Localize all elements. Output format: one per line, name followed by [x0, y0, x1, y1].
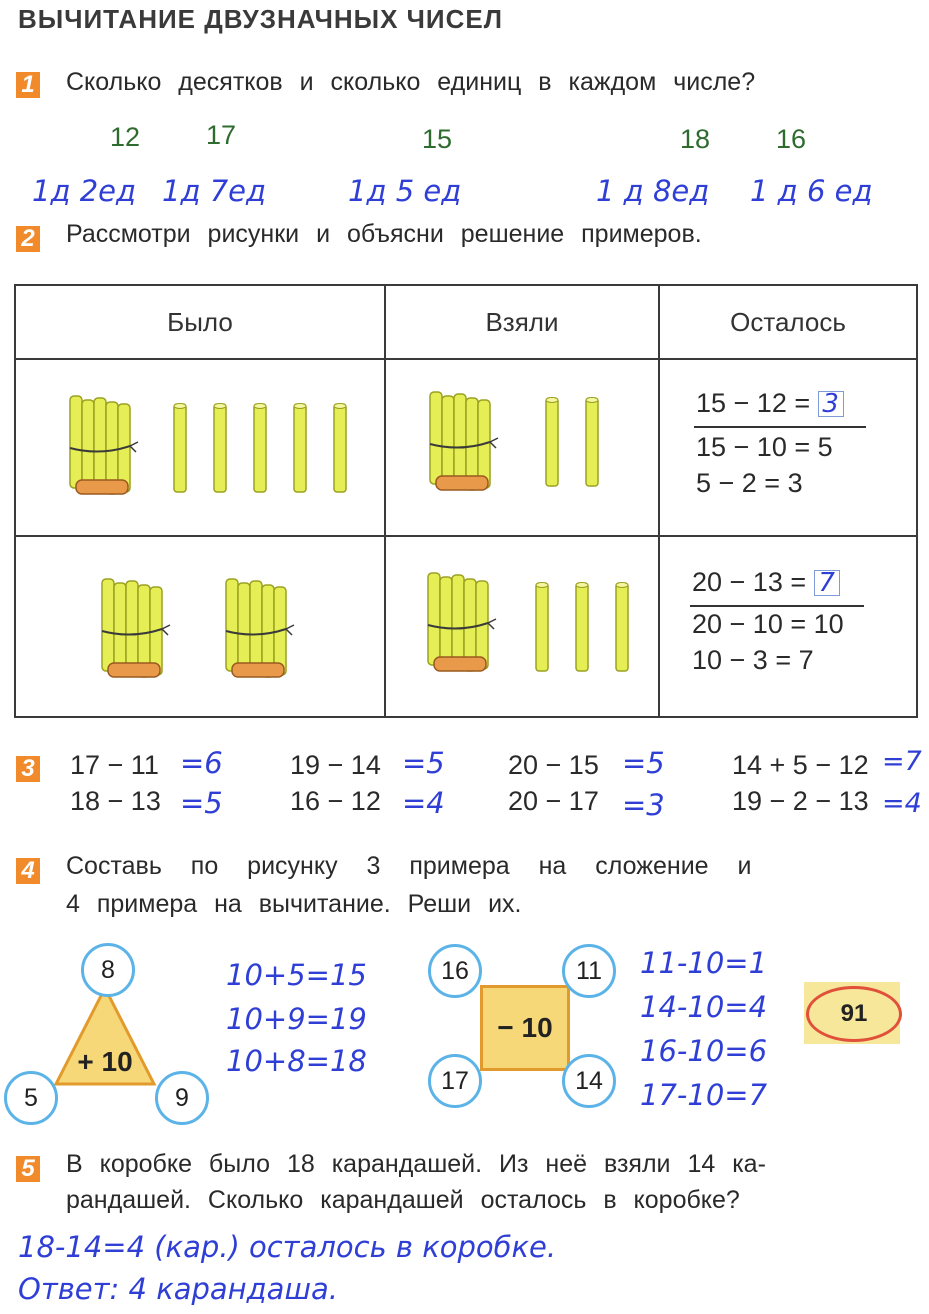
row2-main-expr — [692, 567, 840, 598]
stick-icon — [546, 398, 558, 487]
t3-ans-6: =3 — [622, 788, 665, 822]
sub-answer-3: 16-10=6 — [640, 1034, 768, 1068]
task1-answer-4: 1 д 8ед — [596, 174, 710, 208]
task-number-1: 1 — [16, 72, 40, 98]
bundle-icon — [430, 392, 498, 490]
task-number-3: 3 — [16, 756, 40, 782]
task1-text: Сколько десятков и сколько единиц в каждом числе? — [66, 68, 756, 96]
task5-answer-2: Ответ: 4 карандаша. — [18, 1272, 338, 1306]
triangle-label: + 10 — [77, 1046, 133, 1077]
stick-icon — [616, 583, 628, 672]
task1-answer-2: 1д 7ед — [162, 174, 267, 208]
row1-bylo-sticks — [16, 360, 384, 530]
circle-16: 16 — [428, 944, 482, 998]
row2-step1: 20 − 10 = 10 — [692, 609, 844, 639]
circle-14: 14 — [562, 1054, 616, 1108]
circle-17: 17 — [428, 1054, 482, 1108]
t3-ans-4: =4 — [402, 786, 445, 820]
task1-number-16: 16 — [776, 124, 807, 154]
task2-table — [14, 284, 918, 718]
header-vzyali: Взяли — [385, 285, 659, 359]
row2-answer-box: 7 — [814, 570, 840, 596]
row2-main-text: 20 − 13 = — [692, 567, 807, 597]
t3-expr-6: 20 − 17 — [508, 786, 599, 816]
circle-8: 8 — [81, 943, 135, 997]
add-answer-1: 10+5=15 — [226, 958, 367, 992]
add-answer-2: 10+9=19 — [226, 1002, 367, 1036]
sub-answer-2: 14-10=4 — [640, 990, 768, 1024]
task-number-2: 2 — [16, 226, 40, 252]
row2-divider — [690, 605, 864, 607]
page-title: ВЫЧИТАНИЕ ДВУЗНАЧНЫХ ЧИСЕЛ — [18, 4, 503, 34]
stick-icon — [254, 404, 266, 493]
task1-answer-1: 1д 2ед — [32, 174, 137, 208]
row1-step1: 15 − 10 = 5 — [696, 432, 833, 462]
task2-text: Рассмотри рисунки и объясни решение примеров. — [66, 220, 702, 248]
task1-answer-3: 1д 5 ед — [348, 174, 462, 208]
t3-ans-3: =5 — [402, 746, 445, 780]
row1-divider — [694, 426, 866, 428]
task1-number-18: 18 — [680, 124, 711, 154]
bundle-icon — [226, 579, 294, 677]
stick-icon — [576, 583, 588, 672]
header-ostalos: Осталось — [659, 285, 917, 359]
square-shape: − 10 — [480, 985, 570, 1071]
task1-number-17: 17 — [206, 120, 237, 150]
row1-bylo-cell — [15, 359, 385, 536]
circle-5: 5 — [4, 1071, 58, 1125]
row2-bylo-sticks — [16, 537, 384, 711]
stick-icon — [214, 404, 226, 493]
sub-answer-1: 11-10=1 — [640, 946, 768, 980]
t3-ans-5: =5 — [622, 746, 665, 780]
bundle-icon — [70, 396, 138, 494]
task4-line2: 4 примера на вычитание. Реши их. — [66, 890, 522, 918]
t3-expr-5: 20 − 15 — [508, 750, 599, 780]
add-answer-3: 10+8=18 — [226, 1044, 367, 1078]
row1-main-expr — [696, 388, 844, 419]
t3-expr-7: 14 + 5 − 12 — [732, 750, 869, 780]
task-number-4: 4 — [16, 858, 40, 884]
t3-ans-8: =4 — [882, 788, 922, 819]
row2-step2: 10 − 3 = 7 — [692, 645, 814, 675]
row1-main-text: 15 − 12 = — [696, 388, 811, 418]
sub-answer-4: 17-10=7 — [640, 1078, 768, 1112]
t3-ans-1: =6 — [180, 746, 223, 780]
stick-icon — [536, 583, 548, 672]
t3-ans-7: =7 — [882, 746, 922, 777]
stick-icon — [294, 404, 306, 493]
row1-step2: 5 − 2 = 3 — [696, 468, 803, 498]
page-badge: 91 — [806, 986, 902, 1042]
t3-ans-2: =5 — [180, 786, 223, 820]
row2-vzyali-cell — [385, 536, 659, 717]
stick-icon — [586, 398, 598, 487]
task1-number-15: 15 — [422, 124, 453, 154]
header-bylo: Было — [15, 285, 385, 359]
task1-number-12: 12 — [110, 122, 141, 152]
task5-line1: В коробке было 18 карандашей. Из неё взяли 14 ка- — [66, 1150, 766, 1178]
task4-line1: Составь по рисунку 3 примера на сложение и — [66, 852, 752, 880]
t3-expr-4: 16 − 12 — [290, 786, 381, 816]
row1-ostalos-cell — [659, 359, 917, 536]
circle-11: 11 — [562, 944, 616, 998]
row1-vzyali-sticks — [386, 360, 658, 530]
t3-expr-8: 19 − 2 − 13 — [732, 786, 869, 816]
row2-vzyali-sticks — [386, 537, 658, 711]
row2-bylo-cell — [15, 536, 385, 717]
stick-icon — [334, 404, 346, 493]
task1-answer-5: 1 д 6 ед — [750, 174, 873, 208]
bundle-icon — [102, 579, 170, 677]
task5-answer-1: 18-14=4 (кар.) осталось в коробке. — [18, 1230, 557, 1264]
t3-expr-1: 17 − 11 — [70, 750, 159, 780]
stick-icon — [174, 404, 186, 493]
row1-vzyali-cell — [385, 359, 659, 536]
row1-answer-box: 3 — [818, 391, 844, 417]
bundle-icon — [428, 573, 496, 671]
t3-expr-3: 19 − 14 — [290, 750, 381, 780]
row2-ostalos-cell — [659, 536, 917, 717]
circle-9: 9 — [155, 1071, 209, 1125]
task5-line2: рандашей. Сколько карандашей осталось в коробке? — [66, 1186, 740, 1214]
task-number-5: 5 — [16, 1156, 40, 1182]
t3-expr-2: 18 − 13 — [70, 786, 161, 816]
